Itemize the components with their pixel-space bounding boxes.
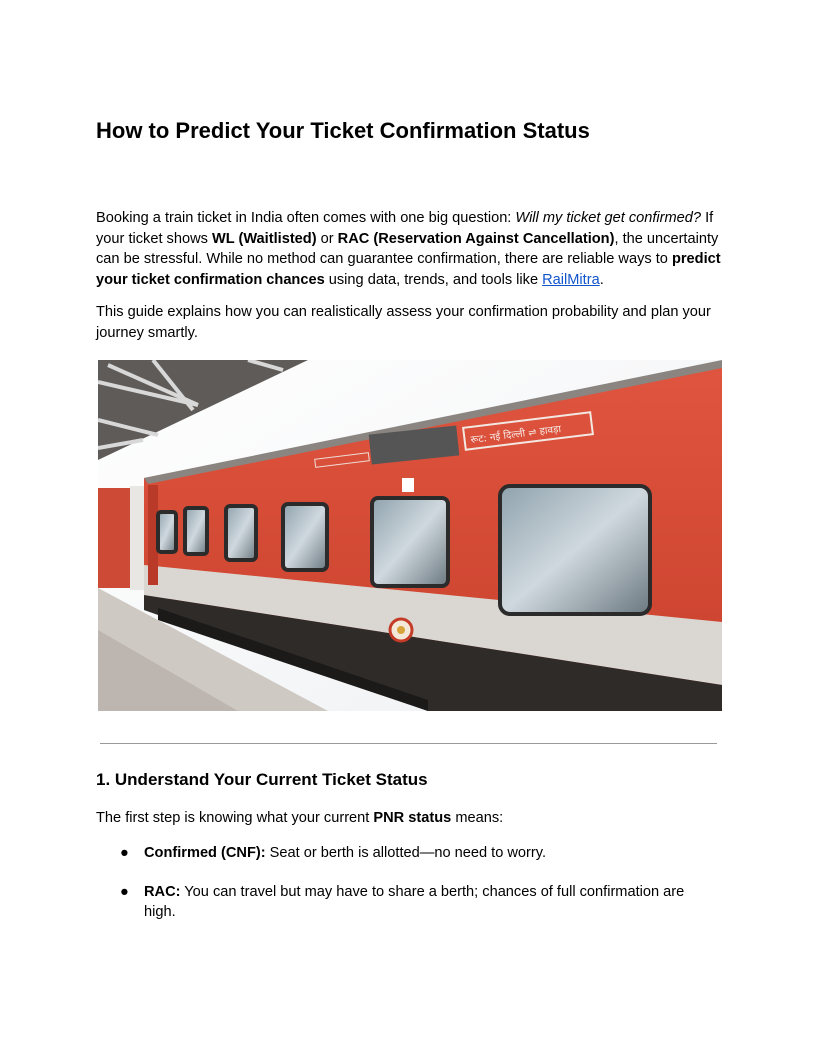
section-heading: 1. Understand Your Current Ticket Status bbox=[96, 770, 428, 789]
bullet-icon: ● bbox=[120, 845, 129, 861]
route-sign: रूट: नई दिल्ली ⇌ हावड़ा bbox=[470, 424, 562, 447]
intro-bold-predict: predict your ticket confirmation chances bbox=[96, 251, 721, 288]
lead-text-a: The first step is knowing what your current bbox=[96, 810, 374, 826]
list-item-text: Seat or berth is allotted—no need to worry. bbox=[265, 845, 547, 861]
intro-text-2: If your ticket shows bbox=[96, 210, 714, 247]
guide-paragraph: This guide explains how you can realistically assess your confirmation probability and plan your journey smartly. bbox=[96, 304, 711, 341]
train-photo bbox=[98, 360, 722, 711]
intro-text-3: or bbox=[316, 230, 338, 247]
bullet-icon: ● bbox=[120, 883, 129, 900]
intro-text-5: using data, trends, and tools like bbox=[324, 271, 543, 288]
intro-text-1: Booking a train ticket in India often comes with one big question: bbox=[96, 210, 516, 226]
intro-text-6: . bbox=[599, 271, 604, 288]
list-item bbox=[96, 843, 696, 864]
list-item-text: You can travel but may have to share a berth; chances of full confirmation are high. bbox=[144, 883, 685, 920]
list-item-label: RAC: bbox=[144, 883, 181, 900]
train-illustration bbox=[98, 360, 722, 711]
horizontal-rule bbox=[100, 743, 717, 744]
intro-text-4: , the uncertainty can be stressful. While no method can guarantee confirmation, there are reliable ways to bbox=[96, 230, 719, 267]
page-title: How to Predict Your Ticket Confirmation Status bbox=[96, 118, 590, 143]
intro-question: Will my ticket get confirmed? bbox=[515, 210, 702, 226]
status-list bbox=[96, 843, 696, 941]
list-item-label: Confirmed (CNF): bbox=[144, 845, 266, 861]
intro-bold-rac: RAC (Reservation Against Cancellation) bbox=[337, 230, 615, 247]
list-item bbox=[96, 882, 696, 923]
lead-text-c: means: bbox=[451, 810, 504, 826]
section-lead bbox=[96, 808, 721, 829]
lead-bold-pnr: PNR status bbox=[373, 810, 452, 826]
intro-paragraph bbox=[96, 208, 721, 290]
railmitra-link[interactable]: RailMitra bbox=[542, 271, 600, 288]
intro-bold-wl: WL (Waitlisted) bbox=[211, 230, 317, 247]
